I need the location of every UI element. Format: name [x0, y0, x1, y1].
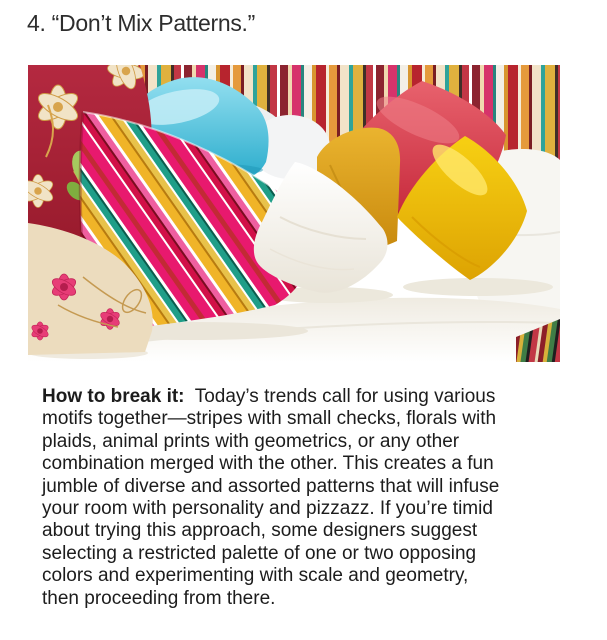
line-1-text: Today’s trends call for using various: [184, 386, 496, 407]
paragraph-line: your room with personality and pizzazz. If you’re timid: [42, 497, 493, 519]
paragraph-line: then proceeding from there.: [42, 587, 276, 609]
paragraph-line: selecting a restricted palette of one or two opposing: [42, 542, 477, 564]
paragraph-line: [42, 386, 582, 408]
pillows-photo: [28, 65, 560, 362]
lead-in-bold: How to break it:: [42, 386, 185, 407]
paragraph-line: motifs together—stripes with small checks, florals with: [42, 408, 497, 430]
paragraph-line: jumble of diverse and assorted patterns that will infuse: [42, 475, 500, 497]
body-paragraph: [42, 386, 582, 610]
paragraph-line: plaids, animal prints with geometrics, or any other: [42, 430, 460, 452]
paragraph-line: colors and experimenting with scale and geometry,: [42, 565, 469, 587]
page-title: 4. “Don’t Mix Patterns.”: [27, 10, 255, 36]
paragraph-line: combination merged with the other. This creates a fun: [42, 453, 494, 475]
paragraph-line: about trying this approach, some designers suggest: [42, 520, 478, 542]
pillows-illustration: [28, 65, 560, 362]
